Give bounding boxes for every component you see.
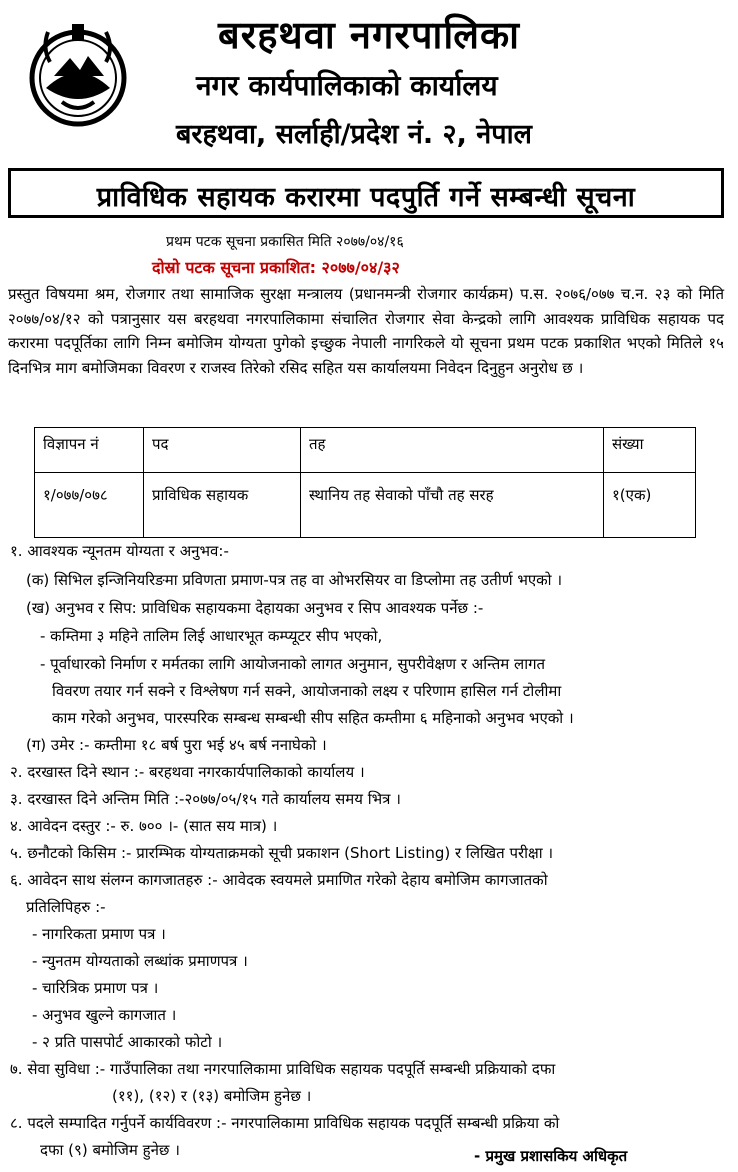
signature: - प्रमुख प्रशासकिय अधिकृत	[474, 1147, 628, 1165]
section-6-cont: प्रतिलिपिहरु :-	[26, 898, 106, 916]
nepal-emblem-icon	[22, 18, 132, 130]
office-name: नगर कार्यपालिकाको कार्यालय	[196, 69, 498, 102]
section-7-cont: (११), (१२) र (१३) बमोजिम हुनेछ ।	[112, 1087, 312, 1105]
section-8-cont: दफा (९) बमोजिम हुनेछ ।	[40, 1141, 180, 1159]
document-item: - अनुभव खुल्ने कागजात ।	[32, 1006, 177, 1024]
document-item: - चारित्रिक प्रमाण पत्र ।	[32, 979, 159, 997]
table-cell: १(एक)	[604, 473, 696, 538]
section-7: ७. सेवा सुविधा :- गाउँपालिका तथा नगरपालिकामा प्राविधिक सहायक पदपूर्ति सम्बन्धी प्रक्रियाको दफा	[10, 1060, 556, 1078]
table-header-cell: विज्ञापन नं	[35, 428, 144, 473]
table-header-cell: संख्या	[604, 428, 696, 473]
table-header-cell: तह	[301, 428, 604, 473]
table-header-row	[35, 428, 696, 473]
table-row	[35, 473, 696, 538]
table-cell: स्थानिय तह सेवाको पाँचौ तह सरह	[301, 473, 604, 538]
skill-item: - कम्तिमा ३ महिने तालिम लिई आधारभूत कम्प्यूटर सीप भएको,	[40, 627, 383, 645]
vacancy-table	[34, 427, 696, 538]
document-item: - नागरिकता प्रमाण पत्र ।	[32, 925, 166, 943]
office-address: बरहथवा, सर्लाही/प्रदेश नं. २, नेपाल	[176, 119, 532, 150]
section-8: ८. पदले सम्पादित गर्नुपर्ने कार्यविवरण :- नगरपालिकामा प्राविधिक सहायक पदपूर्ति सम्बन्धी प्रक्रिया को	[10, 1114, 560, 1132]
section-1-heading: १. आवश्यक न्यूनतम योग्यता र अनुभव:-	[10, 542, 229, 560]
skill-item: - पूर्वाधारको निर्माण र मर्मतका लागि आयोजनाको लागत अनुमान, सुपरीवेक्षण र अन्तिम लागत	[40, 655, 546, 673]
requirement-ka: (क) सिभिल इन्जिनियरिङमा प्रविणता प्रमाण-पत्र तह वा ओभरसियर वा डिप्लोमा तह उतीर्ण भएको ।	[26, 571, 563, 589]
skill-item-cont: काम गरेको अनुभव, पारस्परिक सम्बन्ध सम्बन्धी सीप सहित कम्तीमा ६ महिनाको अनुभव भएको ।	[52, 709, 574, 727]
requirement-kha: (ख) अनुभव र सिप: प्राविधिक सहायकमा देहायका अनुभव र सिप आवश्यक पर्नेछ :-	[26, 599, 484, 617]
document-item: - न्युनतम योग्यताको लब्धांक प्रमाणपत्र ।	[32, 952, 248, 970]
first-publication-date: प्रथम पटक सूचना प्रकासित मिति २०७७/०४/१६	[166, 234, 404, 250]
section-3: ३. दरखास्त दिने अन्तिम मिति :-२०७७/०५/१५ गते कार्यालय समय भित्र ।	[10, 790, 401, 808]
document-item: - २ प्रति पासपोर्ट आकारको फोटो ।	[32, 1033, 223, 1051]
requirement-ga: (ग) उमेर :- कम्तीमा १८ बर्ष पुरा भई ४५ बर्ष ननाघेको ।	[26, 736, 327, 754]
municipality-name: बरहथवा नगरपालिका	[218, 13, 520, 57]
intro-paragraph: प्रस्तुत विषयमा श्रम, रोजगार तथा सामाजिक सुरक्षा मन्त्रालय (प्रधानमन्त्री रोजगार कार्यक्रम) प.स. २०७६/०७७ च.न. २३ को मिति २०७७/०४/१२ को पत्रानुसार यस बरहथवा नगरपालिकामा संचालित रोजगार सेवा केन्द्रको लागि आवश्यक प्राविधिक सहायक पद करारमा पदपूर्तिका लागि निम्न बमोजिम योग्यता पुगेको इच्छुक नेपाली नागरिकले यो सूचना प्रथम पटक प्रकाशित भएको मितिले १५ दिनभित्र माग बमोजिमका विवरण र राजस्व तिरेको रसिद सहित यस कार्यालयमा निवेदन दिनुहुन अनुरोध छ ।	[8, 285, 724, 377]
notice-title-box	[8, 168, 724, 218]
section-2: २. दरखास्त दिने स्थान :- बरहथवा नगरकार्यपालिकाको कार्यालय ।	[10, 763, 365, 781]
table-cell: १/०७७/०७८	[35, 473, 144, 538]
table-header-cell: पद	[144, 428, 301, 473]
section-4: ४. आवेदन दस्तुर :- रु. ७०० ।- (सात सय मात्र) ।	[10, 817, 278, 835]
second-publication-date: दोस्रो पटक सूचना प्रकाशित: २०७७/०४/३२	[152, 258, 400, 277]
section-5: ५. छनौटको किसिम :- प्रारम्भिक योग्यताक्रमको सूची प्रकाशन (Short Listing) र लिखित परीक्षा ।	[10, 844, 554, 862]
notice-title: प्राविधिक सहायक करारमा पदपुर्ति गर्ने सम्बन्धी सूचना	[96, 182, 636, 213]
section-6: ६. आवेदन साथ संलग्न कागजातहरु :- आवेदक स्वयमले प्रमाणित गरेको देहाय बमोजिम कागजातको	[10, 871, 548, 889]
skill-item-cont: विवरण तयार गर्न सक्ने र विश्लेषण गर्न सक्ने, आयोजनाको लक्ष्य र परिणाम हासिल गर्न टोलीमा	[52, 682, 562, 700]
table-cell: प्राविधिक सहायक	[144, 473, 301, 538]
